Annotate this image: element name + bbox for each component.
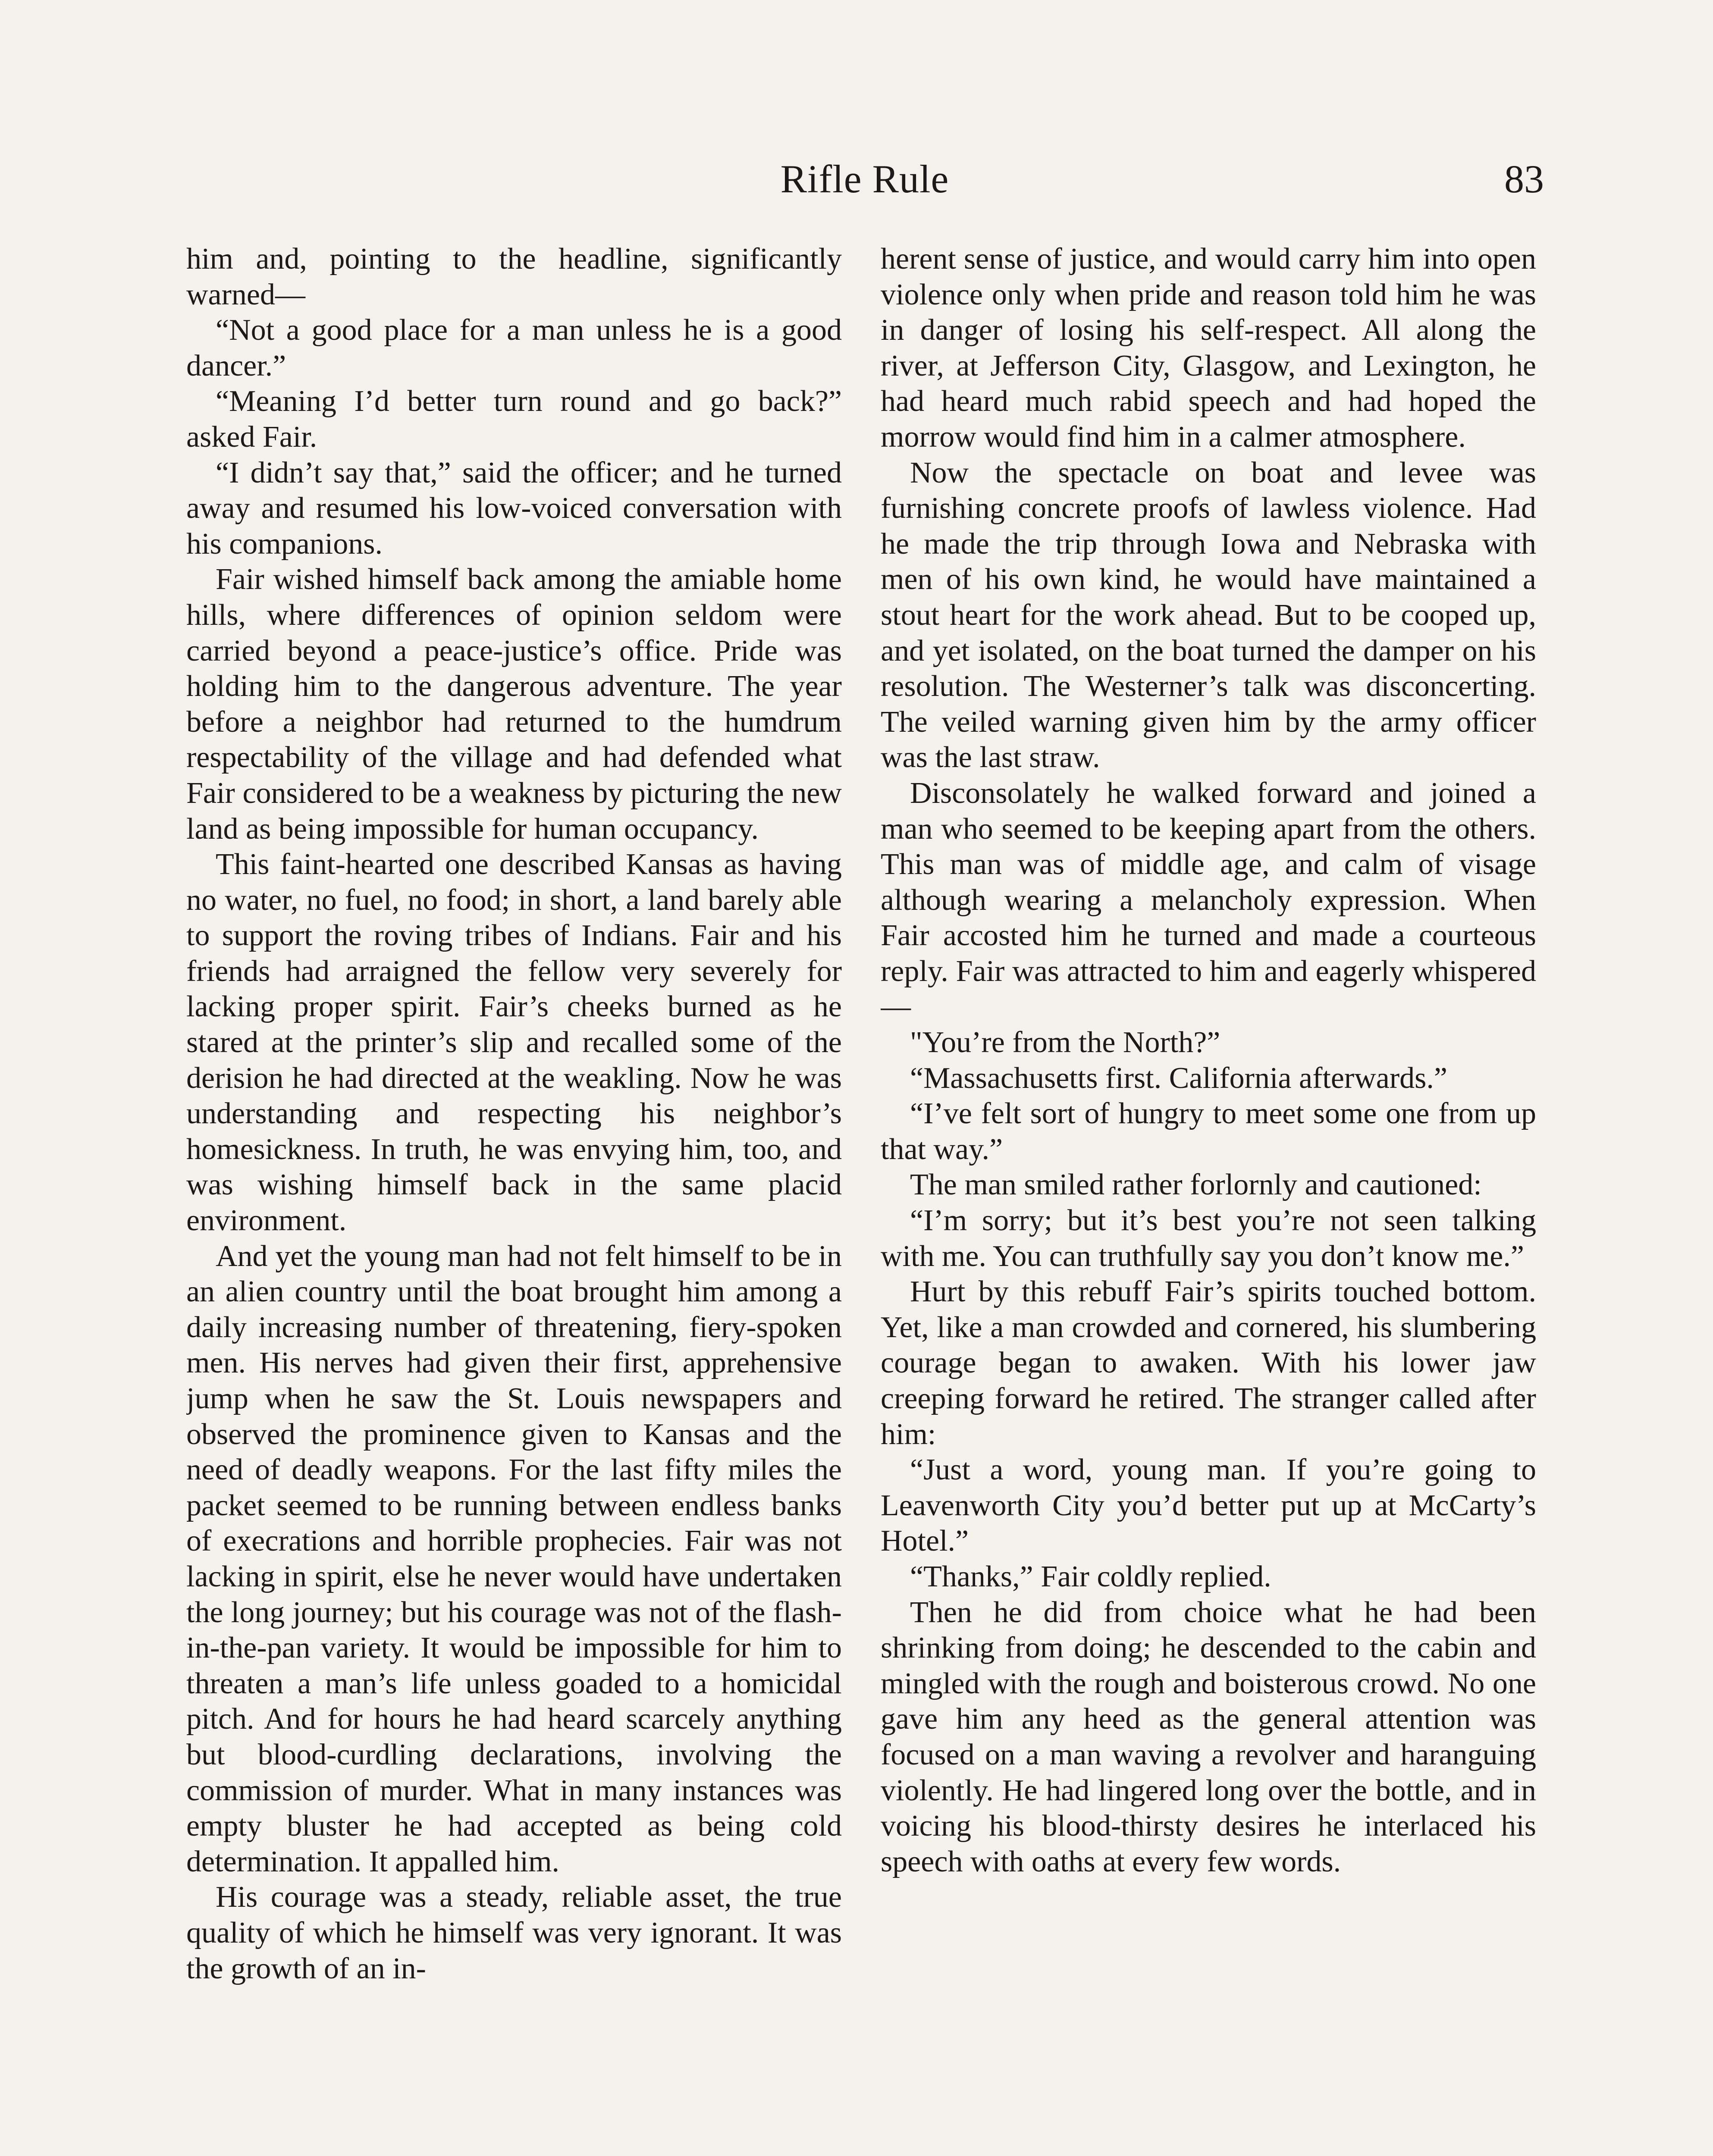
paragraph: This faint-hearted one described Kansas as having no water, no fuel, no food; in short, a land barely able to support the roving tribes of Indians. Fair and his friends had arraigned the fellow very severely for lacking proper spirit. Fair’s cheeks burned as he stared at the printer’s slip and recalled some of the derision he had directed at the weakling. Now he was understanding and respecting his neighbor’s homesickness. In truth, he was envying him, too, and was wishing himself back in the same placid environment. bbox=[186, 848, 842, 1238]
paragraph: Fair wished himself back among the amiable home hills, where differences of opinion seldom were carried beyond a peace-justice’s office. Pride was holding him to the dangerous adventure. The year before a neighbor had returned to the humdrum respectability of the village and had defended what Fair considered to be a weakness by picturing the new land as being impossible for human occupancy. bbox=[186, 563, 842, 846]
paragraph: Hurt by this rebuff Fair’s spirits touched bottom. Yet, like a man crowded and cornered, his slumbering courage began to awaken. With his lower jaw creeping forward he retired. The stranger called after him: bbox=[881, 1275, 1536, 1451]
paragraph: “I’ve felt sort of hungry to meet some one from up that way.” bbox=[881, 1097, 1536, 1166]
paragraph: Now the spectacle on boat and levee was furnishing concrete proofs of lawless violence. Had he made the trip through Iowa and Nebraska with men of his own kind, he would have maintained a stout heart for the work ahead. But to be cooped up, and yet isolated, on the boat turned the damper on his resolution. The Westerner’s talk was disconcerting. The veiled warning given him by the army officer was the last straw. bbox=[881, 456, 1536, 774]
paragraph: His courage was a steady, reliable asset, the true quality of which he himself was very ignorant. It was the growth of an in- bbox=[186, 1880, 842, 1985]
text-column-right bbox=[881, 241, 1536, 2156]
paragraph: him and, pointing to the headline, significantly warned— bbox=[186, 242, 842, 311]
paragraph: And yet the young man had not felt himself to be in an alien country until the boat brought him among a daily increasing number of threatening, fiery-spoken men. His nerves had given their first, apprehensive jump when he saw the St. Louis newspapers and observed the prominence given to Kansas and the need of deadly weapons. For the last fifty miles the packet seemed to be running between endless banks of execrations and horrible prophecies. Fair was not lacking in spirit, else he never would have undertaken the long journey; but his courage was not of the flash-in-the-pan variety. It would be impossible for him to threaten a man’s life unless goaded to a homicidal pitch. And for hours he had heard scarcely anything but blood-curdling declarations, involving the commission of murder. What in many instances was empty bluster he had accepted as being cold determination. It appalled him. bbox=[186, 1239, 842, 1878]
paragraph: “Thanks,” Fair coldly replied. bbox=[910, 1560, 1271, 1593]
paragraph: "You’re from the North?” bbox=[910, 1026, 1220, 1059]
paragraph: “Massachusetts first. California afterwards.” bbox=[910, 1061, 1447, 1095]
paragraph: “Meaning I’d better turn round and go back?” asked Fair. bbox=[186, 385, 842, 454]
paragraph: “Just a word, young man. If you’re going to Leavenworth City you’d better put up at McCarty’s Hotel.” bbox=[881, 1453, 1536, 1558]
paragraph: Disconsolately he walked forward and joined a man who seemed to be keeping apart from the others. This man was of middle age, and calm of visage although wearing a melancholy expression. When Fair accosted him he turned and made a courteous reply. Fair was attracted to him and eagerly whispered— bbox=[881, 776, 1536, 1024]
paragraph: herent sense of justice, and would carry him into open violence only when pride and reason told him he was in danger of losing his self-respect. All along the river, at Jefferson City, Glasgow, and Lexington, he had heard much rabid speech and had hoped the morrow would find him in a calmer atmosphere. bbox=[881, 242, 1536, 454]
paragraph: “Not a good place for a man unless he is a good dancer.” bbox=[186, 313, 842, 382]
paragraph: “I didn’t say that,” said the officer; and he turned away and resumed his low-voiced conversation with his companions. bbox=[186, 456, 842, 561]
running-title: Rifle Rule bbox=[780, 157, 949, 201]
paragraph: “I’m sorry; but it’s best you’re not seen talking with me. You can truthfully say you don’t know me.” bbox=[881, 1204, 1536, 1273]
page-number: 83 bbox=[1504, 157, 1544, 201]
text-column-left bbox=[186, 241, 842, 2156]
paragraph: The man smiled rather forlornly and cautioned: bbox=[910, 1168, 1482, 1202]
page-header bbox=[185, 151, 1544, 207]
paragraph: Then he did from choice what he had been shrinking from doing; he descended to the cabin and mingled with the rough and boisterous crowd. No one gave him any heed as the general attention was focused on a man waving a revolver and haranguing violently. He had lingered long over the bottle, and in voicing his blood-thirsty desires he interlaced his speech with oaths at every few words. bbox=[881, 1595, 1536, 1878]
